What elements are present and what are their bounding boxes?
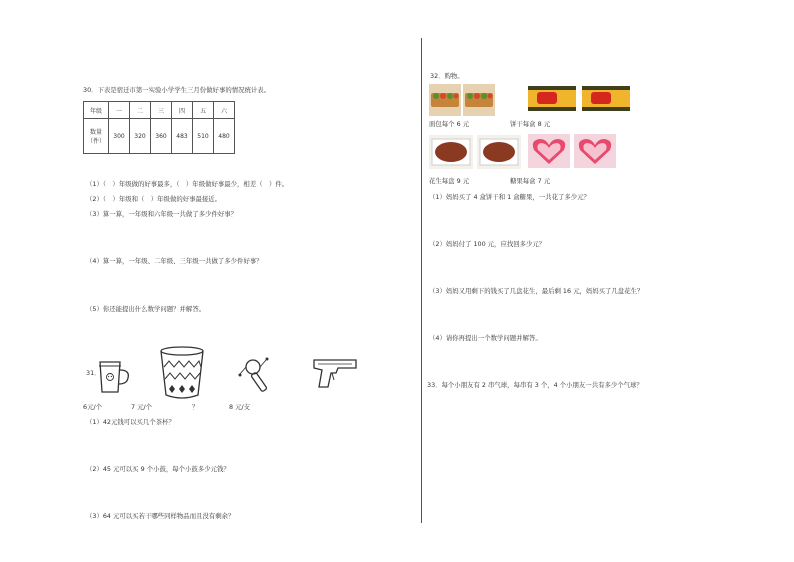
table-header-cell: 四 (172, 102, 193, 119)
table-cell: 480 (214, 119, 235, 154)
q31-sub3: （3）64 元可以买若干哪些同样物品而且没有剩余？ (86, 512, 235, 520)
table-header-cell: 六 (214, 102, 235, 119)
table-header-cell: 三 (151, 102, 172, 119)
price-drum: 7 元/个 (131, 403, 153, 411)
q32-sub3: （3）妈妈又用剩下的钱买了几盘花生，最后剩 16 元，妈妈买了几盘花生？ (429, 287, 644, 295)
q30-stat-table (83, 101, 235, 154)
cup-icon (94, 356, 134, 396)
q31-number: 31． (86, 369, 101, 377)
table-cell: 510 (193, 119, 214, 154)
table-cell: 360 (151, 119, 172, 154)
table-header-cell: 一 (109, 102, 130, 119)
q31-sub2: （2）45 元可以买 9 个小鼓，每个小鼓多少元钱？ (86, 465, 230, 473)
q30-sub1: （1）（ ）年级做的好事最多，（ ）年级做好事最少，相差（ ）件。 (86, 180, 289, 188)
table-cell: 483 (172, 119, 193, 154)
q32-sub2: （2）妈妈付了 100 元，应找回多少元？ (429, 240, 546, 248)
toy-gun-icon (312, 355, 360, 391)
q30-sub4: （4）算一算，一年级、二年级、三年级一共做了多少件好事？ (86, 257, 263, 265)
table-header-cell: 年级 (84, 102, 109, 119)
q32-title: 32．购物。 (430, 72, 464, 80)
label-candy: 糖果每盒 7 元 (510, 177, 551, 185)
price-gun: 8 元/支 (229, 403, 251, 411)
row-label-line: （件） (86, 138, 105, 145)
q31-sub1: （1）42元钱可以买几个茶杯？ (86, 418, 175, 426)
row-label-line: 数量 (89, 129, 102, 136)
candy-image (528, 134, 616, 168)
price-cup: 6元/个 (83, 403, 103, 411)
column-divider (421, 38, 422, 523)
q30-sub2: （2）（ ）年级和（ ）年级做的好事最接近。 (86, 195, 222, 203)
table-row-label (84, 119, 109, 154)
q30-sub5: （5）你还能提出什么数学问题？并解答。 (86, 305, 206, 313)
drum-icon (158, 345, 206, 401)
biscuit-image (527, 84, 631, 113)
table-header-cell: 五 (193, 102, 214, 119)
rattle-drum-icon (238, 356, 278, 394)
bread-image (429, 84, 495, 116)
label-peanut: 花生每盘 9 元 (429, 177, 470, 185)
price-unknown: ？ (192, 403, 199, 411)
peanut-image (429, 135, 521, 169)
q32-sub1: （1）妈妈买了 4 盒饼干和 1 盒糖果，一共花了多少元？ (429, 193, 590, 201)
q32-sub4: （4）请你再提出一个数学问题并解答。 (429, 334, 542, 342)
label-bread: 面包每个 6 元 (429, 120, 470, 128)
table-cell: 320 (130, 119, 151, 154)
table-header-row (84, 102, 235, 119)
q30-sub3: （3）算一算，一年级和六年级一共做了多少件好事？ (86, 210, 238, 218)
table-header-cell: 二 (130, 102, 151, 119)
q30-title: 30．下表是宿迁市第一实验小学学生三月份做好事的情况统计表。 (83, 86, 271, 94)
q33-text: 33．每个小朋友有 2 串气球，每串有 3 个，4 个小朋友一共有多少个气球？ (427, 381, 643, 389)
label-biscuit: 饼干每盒 8 元 (510, 120, 551, 128)
table-cell: 300 (109, 119, 130, 154)
table-row (84, 119, 235, 154)
